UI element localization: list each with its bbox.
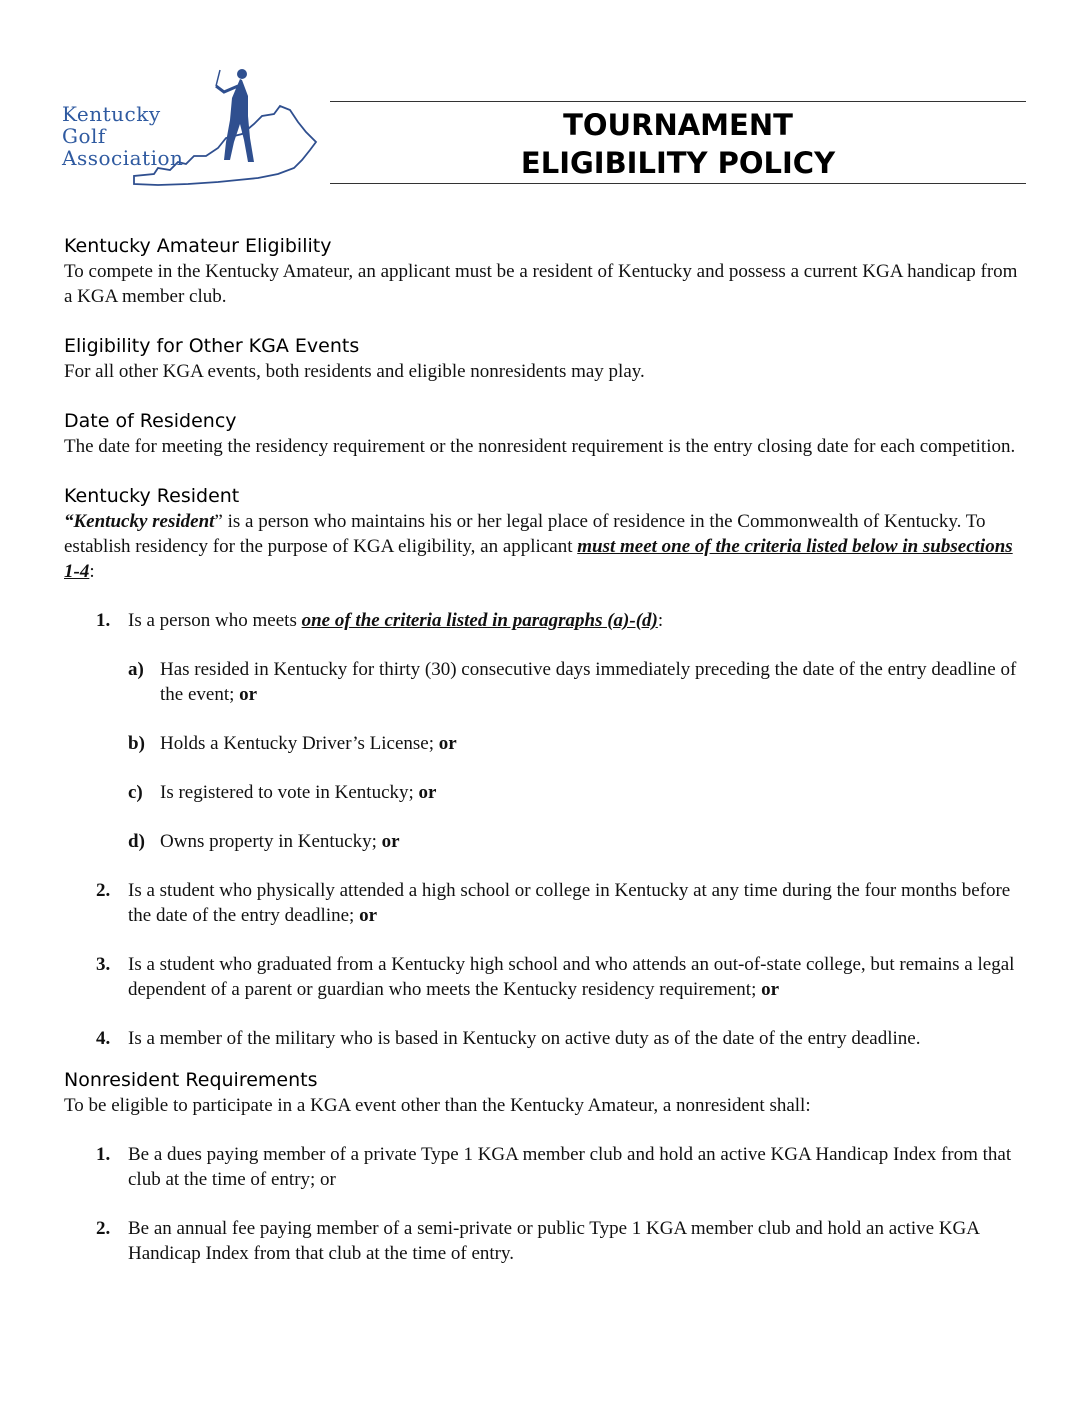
item-text: Has resided in Kentucky for thirty (30) consecutive days immediately preceding the date of the entry deadline of the event; bbox=[160, 659, 1017, 705]
list-item bbox=[64, 608, 1024, 633]
intro-end: : bbox=[89, 561, 95, 582]
section-date-of-residency bbox=[64, 408, 1024, 459]
section-heading: Nonresident Requirements bbox=[64, 1069, 318, 1091]
section-heading: Eligibility for Other KGA Events bbox=[64, 335, 360, 357]
title-line-2: ELIGIBILITY POLICY bbox=[520, 146, 836, 180]
item-or: or bbox=[381, 831, 400, 852]
item-number: 4. bbox=[96, 1028, 111, 1049]
kga-logo bbox=[58, 64, 326, 188]
item-letter: c) bbox=[128, 782, 143, 803]
intro-emphasis: must meet one of the criteria listed below in subsections 1-4 bbox=[64, 536, 1013, 582]
title-rule-bottom bbox=[330, 183, 1026, 184]
section-body bbox=[64, 509, 1024, 584]
section-body: To be eligible to participate in a KGA event other than the Kentucky Amateur, a nonresident shall: bbox=[64, 1095, 811, 1116]
section-heading: Date of Residency bbox=[64, 410, 237, 432]
section-kentucky-amateur bbox=[64, 233, 1024, 309]
logo-text-golf: Golf bbox=[62, 124, 106, 148]
item-letter: d) bbox=[128, 831, 145, 852]
item-number: 2. bbox=[96, 880, 111, 901]
sub-list-item bbox=[64, 829, 1024, 854]
section-other-events bbox=[64, 333, 1024, 384]
item-or: or bbox=[438, 733, 457, 754]
logo-text-association: Association bbox=[62, 146, 184, 170]
item-number: 2. bbox=[96, 1218, 111, 1239]
section-body: The date for meeting the residency requirement or the nonresident requirement is the entry closing date for each competition. bbox=[64, 436, 1016, 457]
section-body: To compete in the Kentucky Amateur, an applicant must be a resident of Kentucky and possess a current KGA handicap from a KGA member club. bbox=[64, 261, 1018, 307]
logo-text-kentucky: Kentucky bbox=[62, 102, 161, 126]
item-number: 3. bbox=[96, 954, 111, 975]
section-heading: Kentucky Amateur Eligibility bbox=[64, 235, 332, 257]
term-kentucky-resident: “Kentucky resident bbox=[64, 511, 215, 532]
list-item bbox=[64, 878, 1024, 928]
list-item bbox=[64, 1216, 1024, 1266]
item-letter: b) bbox=[128, 733, 145, 754]
item-text: Is a person who meets bbox=[128, 610, 302, 631]
sub-list-item bbox=[64, 780, 1024, 805]
item-text: Is a member of the military who is based in Kentucky on active duty as of the date of the entry deadline. bbox=[128, 1028, 921, 1049]
item-or: or bbox=[239, 684, 258, 705]
section-kentucky-resident bbox=[64, 483, 1024, 1051]
item-number: 1. bbox=[96, 610, 111, 631]
list-item bbox=[64, 952, 1024, 1002]
sub-list-item bbox=[64, 657, 1024, 707]
item-letter: a) bbox=[128, 659, 144, 680]
title-rule-top bbox=[330, 101, 1026, 102]
policy-content bbox=[64, 233, 1024, 1290]
item-emphasis: one of the criteria listed in paragraphs (a)-(d) bbox=[301, 610, 658, 631]
list-item bbox=[64, 1142, 1024, 1192]
item-text: Be a dues paying member of a private Type 1 KGA member club and hold an active KGA Handicap Index from that club at the time of entry; or bbox=[128, 1144, 1012, 1190]
title-line-1: TOURNAMENT bbox=[563, 108, 793, 142]
item-text: Owns property in Kentucky; bbox=[160, 831, 382, 852]
item-number: 1. bbox=[96, 1144, 111, 1165]
item-text: Holds a Kentucky Driver’s License; bbox=[160, 733, 439, 754]
item-text: Is registered to vote in Kentucky; bbox=[160, 782, 419, 803]
item-or: or bbox=[761, 979, 780, 1000]
section-nonresident bbox=[64, 1067, 1024, 1266]
item-text: Is a student who graduated from a Kentucky high school and who attends an out-of-state college, but remains a legal dependent of a parent or guardian who meets the Kentucky residency requirement; bbox=[128, 954, 1015, 1000]
item-text: Be an annual fee paying member of a semi-private or public Type 1 KGA member club and hold an active KGA Handicap Index from that club at the time of entry. bbox=[128, 1218, 979, 1264]
sub-list-item bbox=[64, 731, 1024, 756]
intro-text: ” is a person who maintains his or her legal place of residence in the Commonwealth of Kentucky. To establish residency for the purpose of KGA eligibility, an applicant bbox=[64, 511, 986, 557]
item-text-end: : bbox=[657, 610, 664, 631]
item-or: or bbox=[418, 782, 437, 803]
section-body: For all other KGA events, both residents and eligible nonresidents may play. bbox=[64, 361, 645, 382]
section-heading: Kentucky Resident bbox=[64, 485, 240, 507]
item-text: Is a student who physically attended a high school or college in Kentucky at any time during the four months before the date of the entry deadline; bbox=[128, 880, 1011, 926]
item-or: or bbox=[359, 905, 378, 926]
list-item bbox=[64, 1026, 1024, 1051]
page-title bbox=[330, 106, 1026, 182]
